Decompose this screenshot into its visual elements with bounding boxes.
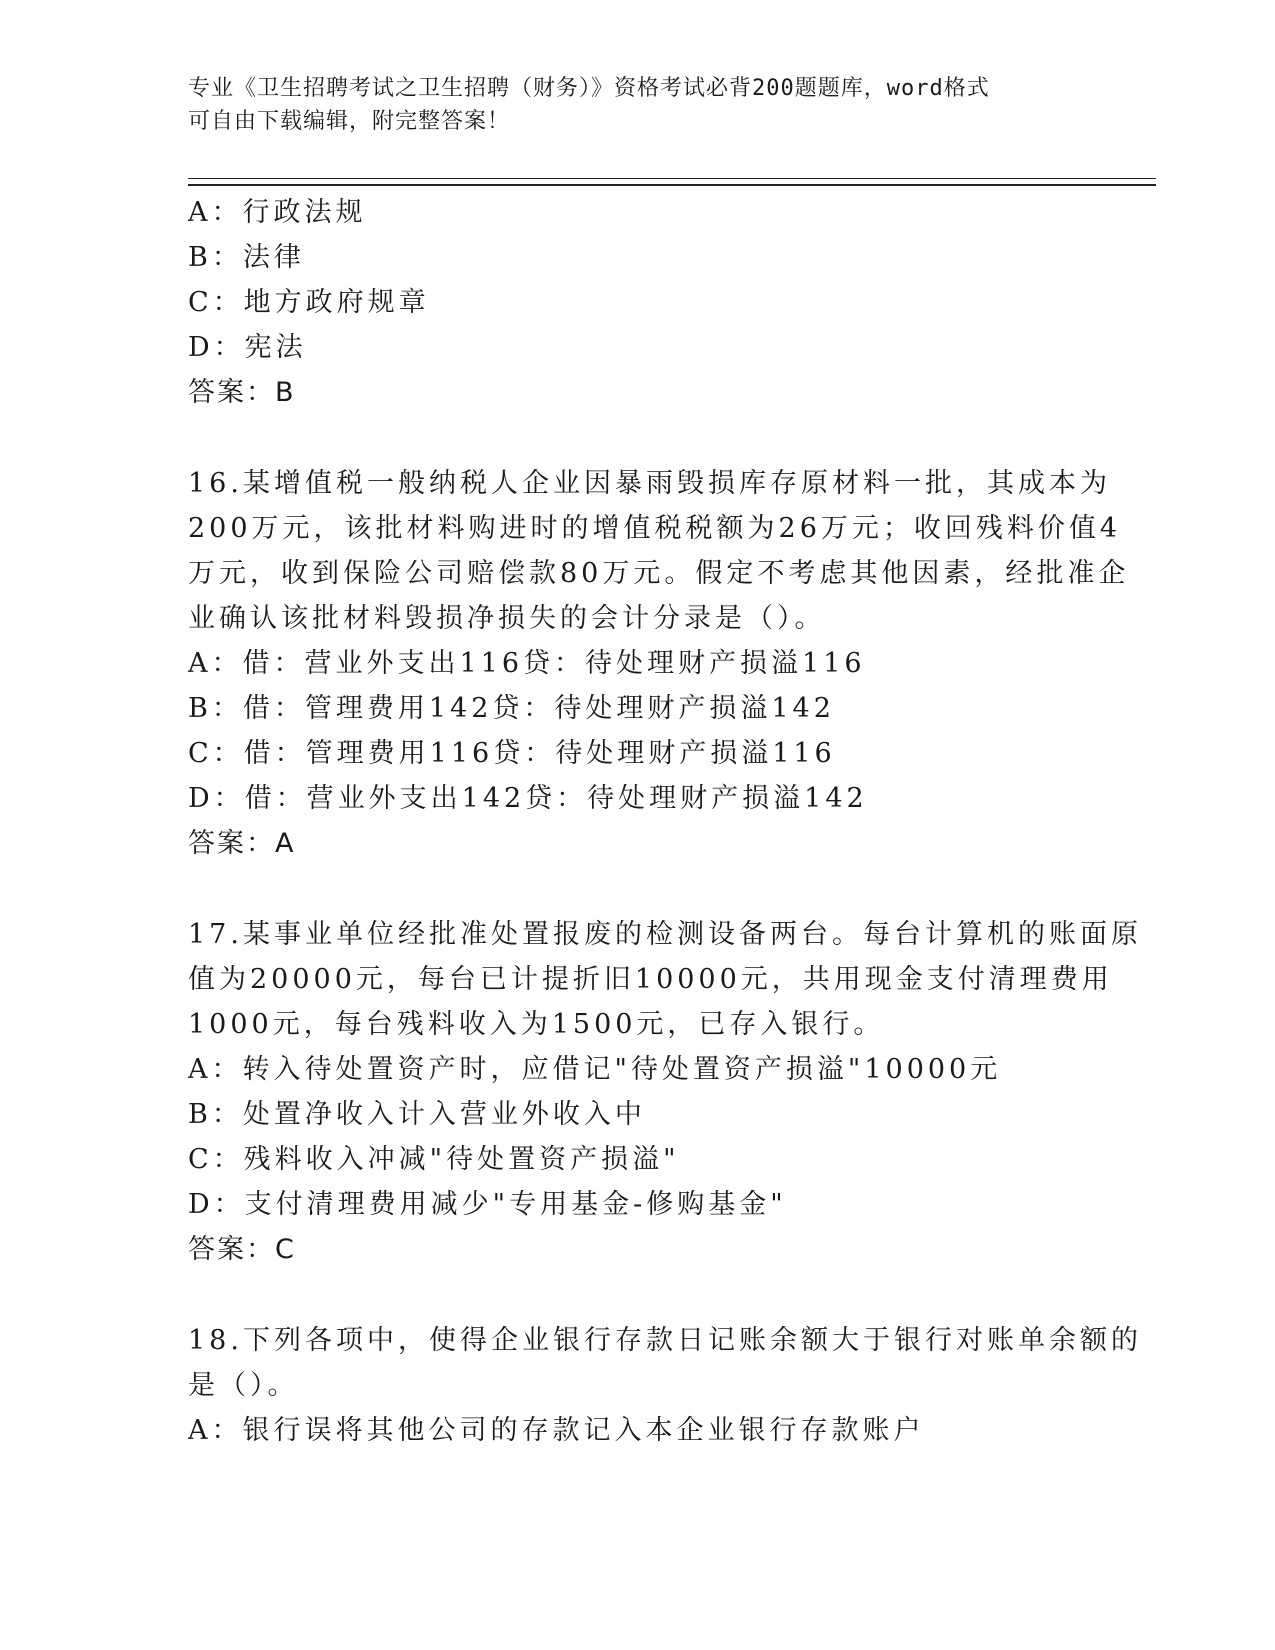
question-stem [188,1318,1142,1408]
stem-line: 16.某增值税一般纳税人企业因暴雨毁损库存原材料一批，其成本为 [188,468,1111,499]
spacer [188,1272,1088,1318]
stem-line: 是（）。 [188,1370,299,1401]
header-line-1: 专业《卫生招聘考试之卫生招聘（财务）》资格考试必背200题题库，word格式 [188,76,990,101]
option-b: B：处置净收入计入营业外收入中 [188,1099,646,1130]
answer: 答案：B [188,377,296,408]
stem-line: 17.某事业单位经批准处置报废的检测设备两台。每台计算机的账面原 [188,919,1142,950]
question-18 [188,1318,1142,1453]
spacer [188,866,1088,912]
option-c: C：残料收入冲减"待处置资产损溢" [188,1144,680,1175]
option-d: D：宪法 [188,332,307,363]
question-17 [188,912,1142,1272]
stem-line: 18.下列各项中，使得企业银行存款日记账余额大于银行对账单余额的 [188,1325,1142,1356]
option-a: A：银行误将其他公司的存款记入本企业银行存款账户 [188,1415,925,1446]
option-b: B：法律 [188,242,305,273]
option-c: C：借：管理费用116贷：待处理财产损溢116 [188,738,836,769]
stem-line: 万元，收到保险公司赔偿款80万元。假定不考虑其他因素，经批准企 [188,558,1130,589]
option-d: D：借：营业外支出142贷：待处理财产损溢142 [188,783,868,814]
answer: 答案：A [188,828,296,859]
option-c: C：地方政府规章 [188,287,430,318]
spacer [188,415,1088,461]
document-body [188,190,1142,1453]
stem-line: 200万元，该批材料购进时的增值税税额为26万元；收回残料价值4 [188,513,1122,544]
page-header [188,72,1088,138]
question-16 [188,461,1130,866]
stem-line: 值为20000元，每台已计提折旧10000元，共用现金支付清理费用 [188,964,1113,995]
option-a: A：借：营业外支出116贷：待处理财产损溢116 [188,648,866,679]
question-stem [188,912,1142,1047]
question-15 [188,190,1088,415]
answer: 答案：C [188,1234,296,1265]
header-divider [188,178,1156,186]
option-a: A：转入待处置资产时，应借记"待处置资产损溢"10000元 [188,1054,1002,1085]
stem-line: 业确认该批材料毁损净损失的会计分录是（）。 [188,603,826,634]
stem-line: 1000元，每台残料收入为1500元，已存入银行。 [188,1009,885,1040]
option-d: D：支付清理费用减少"专用基金-修购基金" [188,1189,787,1220]
question-stem [188,461,1130,641]
header-line-2: 可自由下载编辑，附完整答案！ [188,109,511,134]
option-a: A：行政法规 [188,197,367,228]
option-b: B：借：管理费用142贷：待处理财产损溢142 [188,693,835,724]
